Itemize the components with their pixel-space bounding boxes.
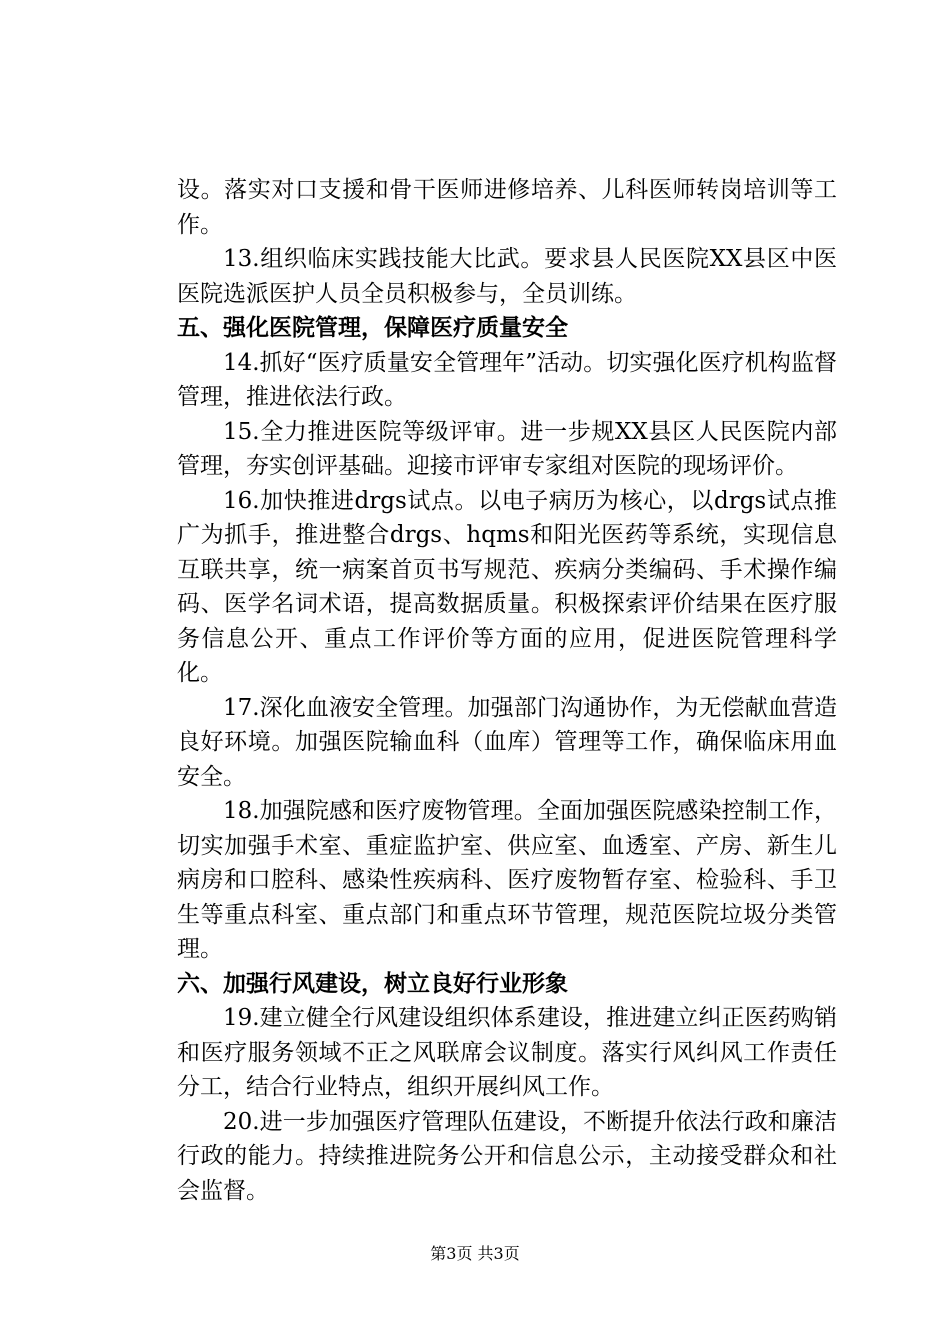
section-heading-5: 五、强化医院管理，保障医疗质量安全 xyxy=(177,315,568,341)
paragraph-continuation: 设。落实对口支援和骨干医师进修培养、儿科医师转岗培训等工作。 xyxy=(177,177,837,238)
paragraph-item-15: 15.全力推进医院等级评审。进一步规XX县区人民医院内部管理，夯实创评基础。迎接市评审专家组对医院的现场评价。 xyxy=(177,418,837,479)
paragraph-item-14: 14.抓好“医疗质量安全管理年”活动。切实强化医疗机构监督管理，推进依法行政。 xyxy=(177,349,837,410)
paragraph-item-17: 17.深化血液安全管理。加强部门沟通协作，为无偿献血营造良好环境。加强医院输血科（血库）管理等工作，确保临床用血安全。 xyxy=(177,694,837,790)
paragraph-item-13: 13.组织临床实践技能大比武。要求县人民医院XX县区中医医院选派医护人员全员积极参与，全员训练。 xyxy=(177,246,837,307)
paragraph-item-20: 20.进一步加强医疗管理队伍建设，不断提升依法行政和廉洁行政的能力。持续推进院务公开和信息公示，主动接受群众和社会监督。 xyxy=(177,1108,837,1204)
page-footer: 第3页 共3页 xyxy=(430,1244,520,1263)
document-body xyxy=(177,173,837,1208)
paragraph-item-19: 19.建立健全行风建设组织体系建设，推进建立纠正医药购销和医疗服务领域不正之风联席会议制度。落实行风纠风工作责任分工，结合行业特点，组织开展纠风工作。 xyxy=(177,1005,837,1100)
section-heading-6: 六、加强行风建设，树立良好行业形象 xyxy=(177,970,568,997)
paragraph-item-16: 16.加快推进drgs试点。以电子病历为核心，以drgs试点推广为抓手，推进整合drgs、hqms和阳光医药等系统，实现信息互联共享，统一病案首页书写规范、疾病分类编码、手术操作编码、医学名词术语，提高数据质量。积极探索评价结果在医疗服务信息公开、重点工作评价等方面的应用，促进医院管理科学化。 xyxy=(177,487,837,686)
paragraph-item-18: 18.加强院感和医疗废物管理。全面加强医院感染控制工作，切实加强手术室、重症监护室、供应室、血透室、产房、新生儿病房和口腔科、感染性疾病科、医疗废物暂存室、检验科、手卫生等重点科室、重点部门和重点环节管理，规范医院垃圾分类管理。 xyxy=(177,798,837,962)
